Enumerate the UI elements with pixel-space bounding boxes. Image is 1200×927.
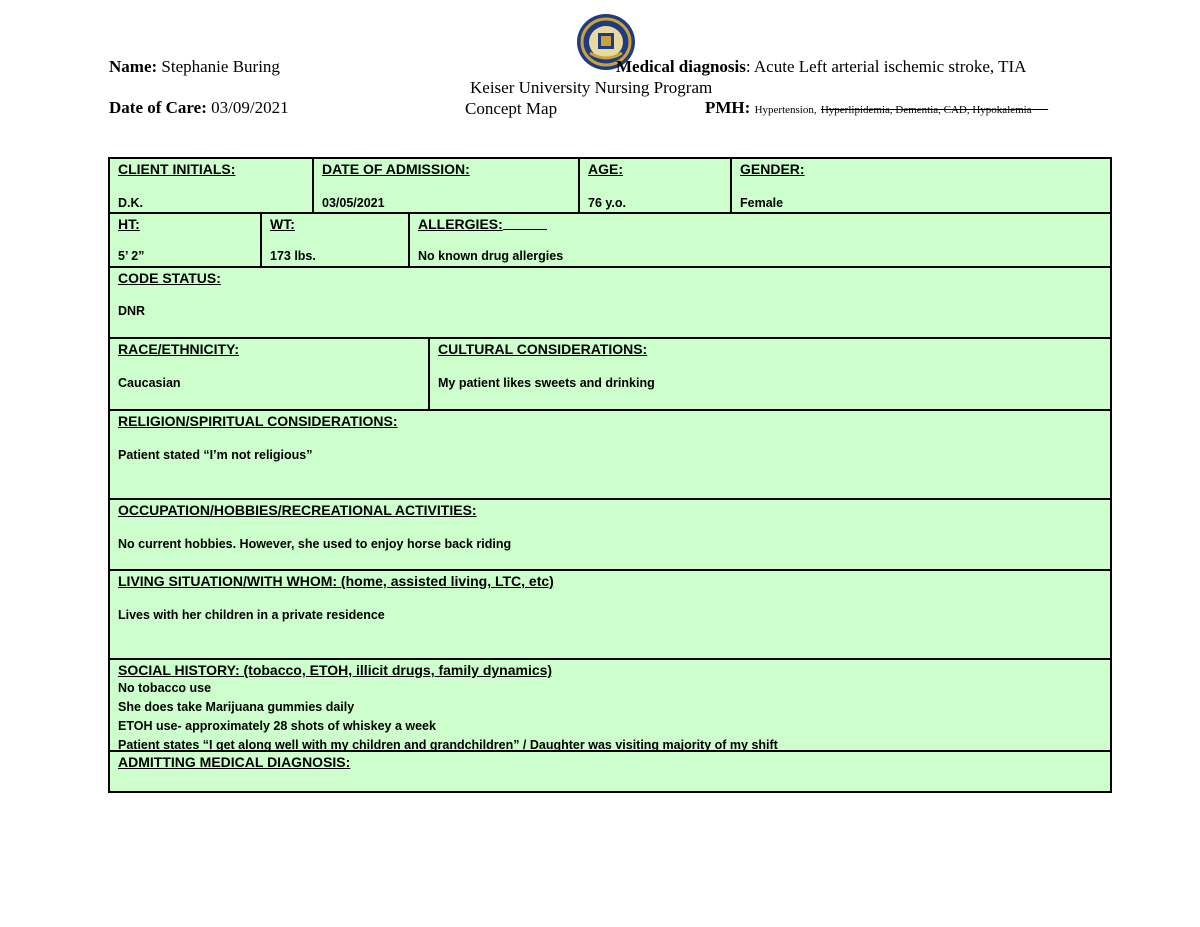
allergies-value: No known drug allergies — [418, 249, 564, 263]
row-living — [110, 571, 1110, 660]
cell-living — [110, 571, 1110, 658]
patient-name-line — [109, 57, 280, 77]
pmh-struck: Hyperlipidemia, Dementia, CAD, Hypokalemia — [820, 104, 1032, 116]
date-value: 03/09/2021 — [211, 98, 289, 117]
social-line-tobacco: No tobacco use — [118, 681, 212, 695]
religion-label: RELIGION/SPIRITUAL CONSIDERATIONS: — [118, 413, 398, 429]
row-demographics — [110, 159, 1110, 214]
row-occupation — [110, 500, 1110, 571]
cell-gender — [732, 159, 1110, 212]
patient-info-form — [108, 157, 1112, 793]
living-value: Lives with her children in a private residence — [118, 608, 385, 622]
admitting-label-wrap — [118, 753, 1102, 771]
race-label: RACE/ETHNICITY: — [118, 341, 240, 357]
program-name: Keiser University Nursing Program — [470, 78, 713, 97]
allergies-label-wrap — [418, 215, 1102, 233]
social-line-etoh: ETOH use- approximately 28 shots of whiskey a week — [118, 719, 436, 733]
admission-date-label: DATE OF ADMISSION: — [322, 161, 470, 177]
date-of-care-line — [109, 98, 289, 118]
social-label-wrap — [118, 661, 1102, 679]
code-status-label: CODE STATUS: — [118, 270, 221, 286]
cultural-label: CULTURAL CONSIDERATIONS: — [438, 341, 648, 357]
cell-religion — [110, 411, 1110, 498]
social-line-family: Patient states “I get along well with my children and grandchildren” / Daughter was visiting majority of my shift — [118, 738, 778, 752]
race-value: Caucasian — [118, 376, 181, 390]
client-initials-value: D.K. — [118, 196, 143, 210]
document-type: Concept Map — [465, 99, 558, 118]
age-value: 76 y.o. — [588, 196, 626, 210]
cell-client-initials — [110, 159, 314, 212]
cell-cultural — [430, 339, 1110, 409]
age-label: AGE: — [588, 161, 623, 177]
allergies-label: ALLERGIES: — [418, 216, 503, 232]
social-note: (tobacco, ETOH, illicit drugs, family dynamics) — [239, 662, 553, 678]
living-label: LIVING SITUATION/WITH WHOM: — [118, 573, 338, 589]
cell-social-history — [110, 660, 1110, 750]
dx-value: : Acute Left arterial ischemic stroke, TIA — [745, 57, 1027, 76]
admission-date-value: 03/05/2021 — [322, 196, 385, 210]
row-code-status — [110, 268, 1110, 339]
name-label: Name: — [109, 57, 158, 76]
row-religion — [110, 411, 1110, 500]
height-value: 5’ 2” — [118, 249, 145, 263]
row-measurements — [110, 214, 1110, 268]
allergies-underline — [503, 229, 547, 230]
cell-date-of-admission — [314, 159, 580, 212]
client-initials-label: CLIENT INITIALS: — [118, 161, 236, 177]
cell-admitting-diagnosis — [110, 752, 1110, 791]
cell-race — [110, 339, 430, 409]
occupation-label: OCCUPATION/HOBBIES/RECREATIONAL ACTIVITIES: — [118, 502, 477, 518]
social-label: SOCIAL HISTORY: — [118, 662, 240, 678]
date-label: Date of Care: — [109, 98, 207, 117]
living-note: (home, assisted living, LTC, etc) — [337, 573, 554, 589]
pmh-label: PMH: — [705, 98, 751, 117]
cell-height — [110, 214, 262, 266]
cell-weight — [262, 214, 410, 266]
weight-label: WT: — [270, 216, 295, 232]
row-race-culture — [110, 339, 1110, 411]
cell-code-status — [110, 268, 1110, 337]
row-admitting-diagnosis — [110, 752, 1110, 791]
pmh-line — [705, 98, 1048, 118]
religion-value: Patient stated “I’m not religious” — [118, 448, 313, 462]
living-label-wrap — [118, 572, 1102, 590]
cultural-value: My patient likes sweets and drinking — [438, 376, 655, 390]
admitting-colon: : — [345, 754, 351, 770]
cell-occupation — [110, 500, 1110, 569]
admitting-label: ADMITTING MEDICAL DIAGNOSIS — [118, 754, 346, 770]
medical-diagnosis-line — [616, 57, 1026, 77]
social-line-marijuana: She does take Marijuana gummies daily — [118, 700, 355, 714]
pmh-first: Hypertension, — [754, 104, 817, 116]
name-value: Stephanie Buring — [161, 57, 280, 76]
row-social-history — [110, 660, 1110, 752]
height-label: HT: — [118, 216, 140, 232]
gender-value: Female — [740, 196, 784, 210]
pmh-strike-tail — [1032, 104, 1049, 116]
occupation-value: No current hobbies. However, she used to enjoy horse back riding — [118, 537, 512, 551]
cell-age — [580, 159, 732, 212]
gender-label: GENDER: — [740, 161, 805, 177]
code-status-value: DNR — [118, 304, 146, 318]
weight-value: 173 lbs. — [270, 249, 316, 263]
dx-label: Medical diagnosis — [616, 57, 746, 76]
cell-allergies — [410, 214, 1110, 266]
